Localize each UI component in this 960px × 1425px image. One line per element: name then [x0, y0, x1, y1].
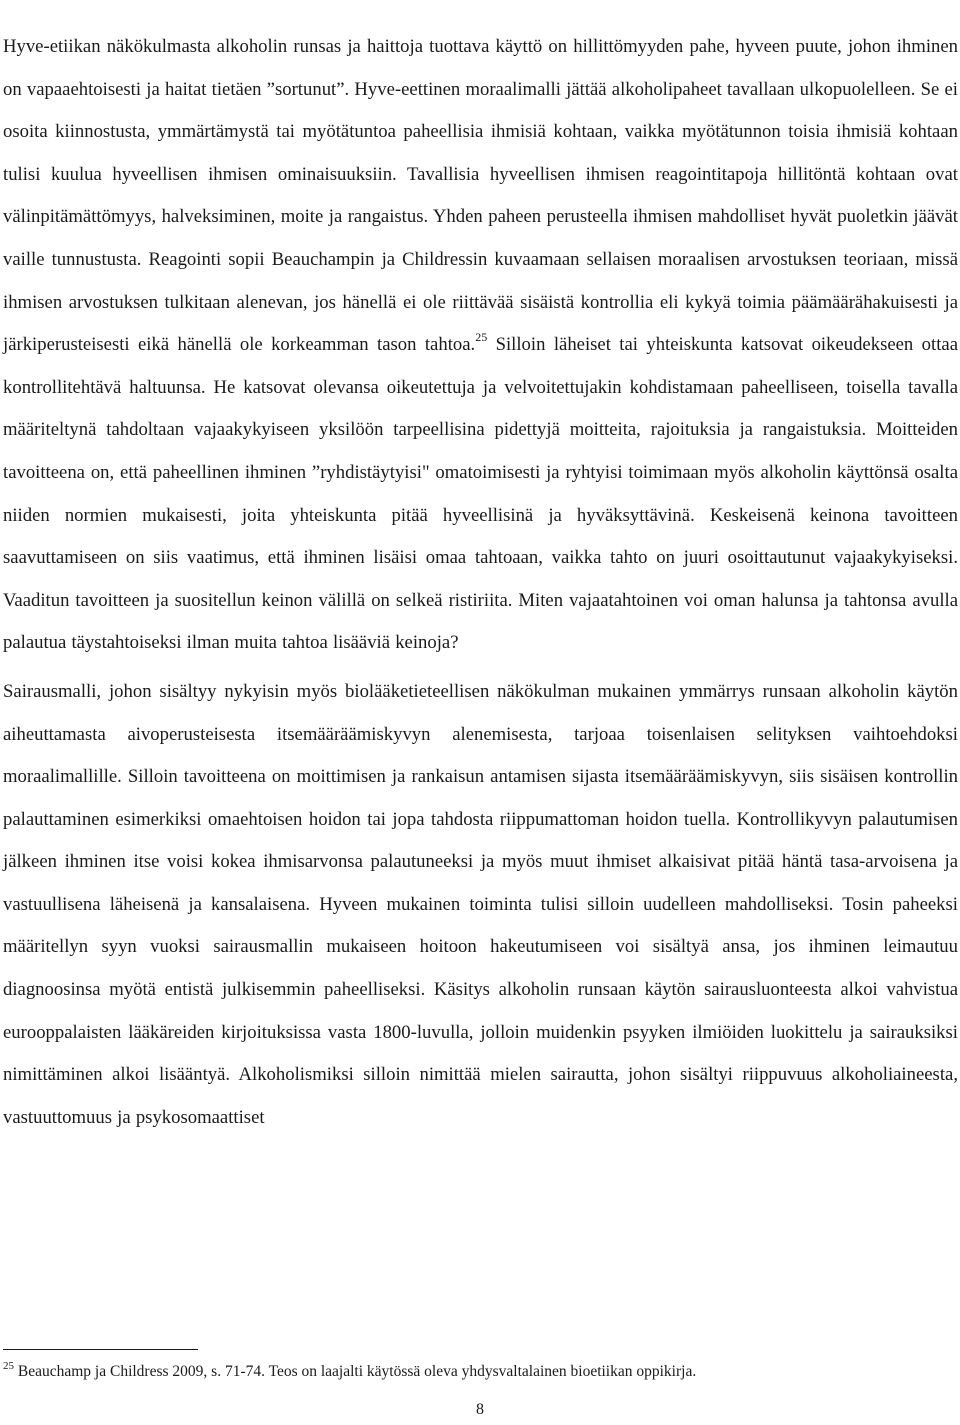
page-number: 8 [476, 1401, 484, 1418]
paragraph-text-continued: Silloin läheiset tai yhteiskunta katsovat oikeudekseen ottaa kontrollitehtävä haltuunsa. He katsovat olevansa oikeutettuja ja velvoitettujakin kohdistamaan paheelliseen, toisella tavalla määriteltynä tahdoltaan vajaakykyiseen yksilöön tarpeellisina pidettyjä moitteita, rajoituksia ja rangaistuksia. Moitteiden tavoitteena on, että paheellinen ihminen ”ryhdistäytyisi" omatoimisesti ja ryhtyisi toimimaan myös alkoholin käyttönsä osalta niiden normien mukaisesti, joita yhteiskunta pitää hyveellisinä ja hyväksyttävinä. Keskeisenä keinona tavoitteen saavuttamiseen on siis vaatimus, että ihminen lisäisi omaa tahtoaan, vaikka tahto on juuri osoittautunut vajaakykyiseksi. Vaaditun tavoitteen ja suositellun keinon välillä on selkeä ristiriita. Miten vajaatahtoinen voi oman halunsa ja tahtonsa avulla palautua täystahtoiseksi ilman muita tahtoa lisääviä keinoja? [3, 334, 958, 654]
footnote-reference[interactable]: 25 [475, 329, 488, 344]
footnote-number: 25 [3, 1359, 14, 1372]
page-body [3, 0, 958, 1139]
body-paragraph-virtue-ethics [3, 26, 958, 665]
footnote [3, 1361, 953, 1383]
body-paragraph-disease-model: Sairausmalli, johon sisältyy nykyisin myös biolääketieteellisen näkökulman mukainen ymmärrys runsaan alkoholin käytön aiheuttamasta aivoperusteisesta itsemääräämiskyvyn alenemisesta, tarjoaa toisenlaisen selityksen vaihtoehdoksi moraalimallille. Silloin tavoitteena on moittimisen ja rankaisun antamisen sijasta itsemääräämiskyvyn, siis sisäisen kontrollin palauttaminen esimerkiksi omaehtoisen hoidon tai jopa tahdosta riippumattoman hoidon tuella. Kontrollikyvyn palautumisen jälkeen ihminen itse voisi kokea ihmisarvonsa palautuneeksi ja myös muut ihmiset alkaisivat pitää häntä tasa-arvoisena ja vastuullisena läheisenä ja kansalaisena. Hyveen mukainen toiminta tulisi silloin uudelleen mahdolliseksi. Tosin paheeksi määritellyn syyn vuoksi sairausmallin mukaiseen hoitoon hakeutumiseen voi sisältyä ansa, jos ihminen leimautuu diagnoosinsa myötä entistä julkisemmin paheelliseksi. Käsitys alkoholin runsaan käytön sairausluonteesta alkoi vahvistua eurooppalaisten lääkäreiden kirjoituksissa vasta 1800-luvulla, jolloin muidenkin psyyken ilmiöiden luokittelu ja sairauksiksi nimittäminen alkoi lisääntyä. Alkoholismiksi silloin nimittää mielen sairautta, johon sisältyi riippuvuus alkoholiaineesta, vastuuttomuus ja psykosomaattiset [3, 680, 958, 1128]
footnote-text: Beauchamp ja Childress 2009, s. 71-74. Teos on laajalti käytössä oleva yhdysvaltalainen bioetiikan oppikirja. [14, 1363, 697, 1380]
paragraph-text: Hyve-etiikan näkökulmasta alkoholin runsas ja haittoja tuottava käyttö on hillittömyyden pahe, hyveen puute, johon ihminen on vapaaehtoisesti ja haitat tietäen ”sortunut”. Hyve-eettinen moraalimalli jättää alkoholipaheet tavallaan ulkopuolelleen. Se ei osoita kiinnostusta, ymmärtämystä tai myötätuntoa paheellisia ihmisiä kohtaan, vaikka myötätunnon toisia ihmisiä kohtaan tulisi kuulua hyveellisen ihmisen ominaisuuksiin. Tavallisia hyveellisen ihmisen reagointitapoja hillitöntä kohtaan ovat välinpitämättömyys, halveksiminen, moite ja rangaistus. Yhden paheen perusteella ihmisen mahdolliset hyvät puoletkin jäävät vaille tunnustusta. Reagointi sopii Beauchampin ja Childressin kuvaamaan sellaisen moraalisen arvostuksen teoriaan, missä ihmisen arvostuksen tulkitaan alenevan, jos hänellä ei ole riittävää sisäistä kontrollia eli kykyä toimia päämäärähakuisesti ja järkiperusteisesti eikä hänellä ole korkeamman tason tahtoa. [3, 36, 958, 356]
footnote-divider [3, 1349, 198, 1350]
